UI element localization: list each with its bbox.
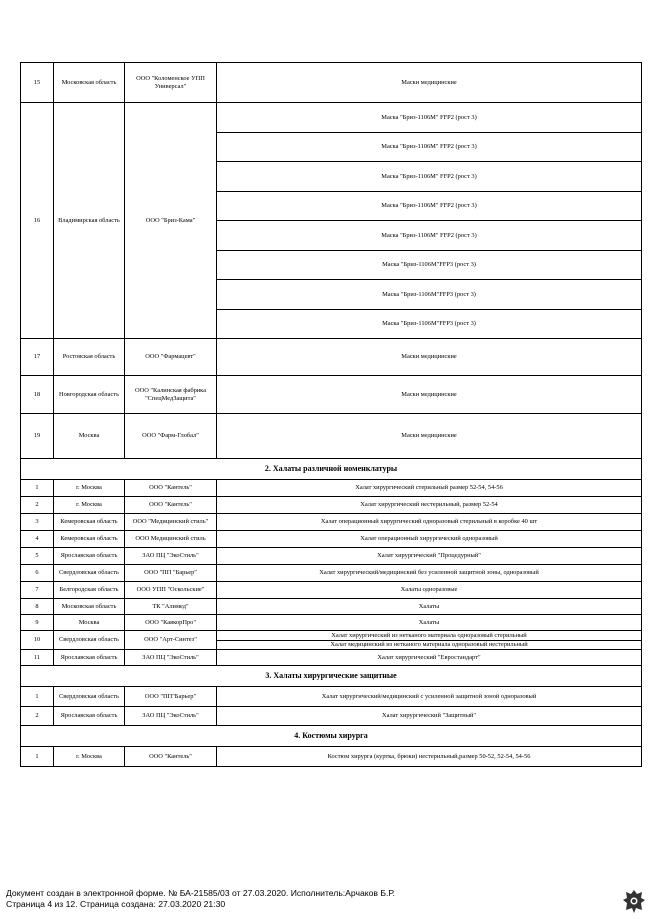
product-line: Халат хирургический из нетканого материала одноразовый стерильный [331, 632, 527, 640]
cell-region: Свердловская область [54, 687, 125, 707]
cell-org: ООО "Медицинский стиль" [125, 514, 217, 531]
cell-region: г. Москва [54, 497, 125, 514]
cell-region: Московская область [54, 63, 125, 103]
cell-product: Халат хирургический стерильный размер 52-54, 54-56 [217, 480, 642, 497]
table-row [21, 707, 642, 726]
cell-org: ООО "Арт-Синтез" [125, 631, 217, 650]
cell-product: Халат хирургический "Евростандарт" [217, 650, 642, 666]
cell-org: ООО "Бриз-Кама" [125, 103, 217, 339]
cell-org: ООО "Кантель" [125, 497, 217, 514]
state-emblem-icon [622, 888, 646, 914]
table-row [21, 497, 642, 514]
table-row [21, 650, 642, 666]
cell-num: 15 [21, 63, 54, 103]
footer-page-info: Страница 4 из 12. Страница создана: 27.03.2020 21:30 [6, 898, 226, 909]
cell-org: ООО "Кантель" [125, 747, 217, 767]
cell-region: Свердловская область [54, 631, 125, 650]
cell-num: 1 [21, 687, 54, 707]
cell-region: Владимирская область [54, 103, 125, 339]
cell-product: Маски медицинские [217, 414, 642, 459]
cell-product: Халат хирургический "Защитный" [217, 707, 642, 726]
cell-region: г. Москва [54, 747, 125, 767]
cell-num: 5 [21, 548, 54, 565]
cell-product: Халат хирургический "Процедурный" [217, 548, 642, 565]
cell-product: Маска "Бриз-1106М" FFP2 (рост 3) [217, 162, 642, 192]
cell-num: 19 [21, 414, 54, 459]
table-row [21, 565, 642, 582]
cell-region: г. Москва [54, 480, 125, 497]
product-line: Халат медицинский из нетканого материала одноразовый нестерильный [217, 640, 641, 648]
cell-product: Маска "Бриз-1106М" FFP2 (рост 3) [217, 191, 642, 221]
footer-doc-info: Документ создан в электронной форме. № БА-21585/03 от 27.03.2020. Исполнитель:Арчаков Б.Р. [6, 888, 395, 898]
cell-region: Новгородская область [54, 376, 125, 414]
cell-num: 1 [21, 480, 54, 497]
cell-org: ООО "Фармацевт" [125, 339, 217, 376]
cell-num: 16 [21, 103, 54, 339]
cell-region: Белгородская область [54, 582, 125, 599]
cell-product: Маски медицинские [217, 339, 642, 376]
cell-org: ООО УПП "Оскольские" [125, 582, 217, 599]
cell-region: Свердловская область [54, 565, 125, 582]
cell-num: 7 [21, 582, 54, 599]
cell-region: Кемеровская область [54, 514, 125, 531]
cell-org: ТК "Алимед" [125, 599, 217, 615]
table-row [21, 548, 642, 565]
table-row [21, 687, 642, 707]
cell-region: Москва [54, 414, 125, 459]
section-title: 3. Халаты хирургические защитные [21, 666, 642, 687]
cell-org: ООО "Коломенское УПП Универсал" [125, 63, 217, 103]
document-footer [6, 888, 395, 909]
table-row [21, 514, 642, 531]
cell-org: ЗАО ПЦ "ЭкоСтиль" [125, 707, 217, 726]
table-row [21, 615, 642, 631]
cell-region: Ярославская область [54, 650, 125, 666]
cell-region: Ростовская область [54, 339, 125, 376]
cell-region: Ярославская область [54, 707, 125, 726]
cell-product: Халат операционный хирургический одноразовый [217, 531, 642, 548]
cell-product: Халат хирургический нестерильный, размер 52-54 [217, 497, 642, 514]
table-row [21, 339, 642, 376]
cell-product: Маска "Бриз-1106М" FFP2 (рост 3) [217, 103, 642, 133]
section-header-row [21, 459, 642, 480]
cell-region: Московская область [54, 599, 125, 615]
cell-product: Маска "Бриз-1106М" FFP2 (рост 3) [217, 132, 642, 162]
cell-num: 9 [21, 615, 54, 631]
table-row [21, 414, 642, 459]
cell-product: Маска "Бриз-1106М"FFP3 (рост 3) [217, 309, 642, 339]
cell-num: 18 [21, 376, 54, 414]
section-title: 4. Костюмы хирурга [21, 726, 642, 747]
table-row [21, 599, 642, 615]
cell-product: Маска "Бриз-1106М" FFP2 (рост 3) [217, 221, 642, 251]
section-header-row [21, 726, 642, 747]
table-row [21, 582, 642, 599]
cell-region: Москва [54, 615, 125, 631]
cell-org: ООО "Калинская фабрика "СпецМедЗащита" [125, 376, 217, 414]
cell-product: Халаты [217, 615, 642, 631]
cell-num: 17 [21, 339, 54, 376]
cell-org: ООО "ПП "Барьер" [125, 565, 217, 582]
cell-product: Халаты одноразовые [217, 582, 642, 599]
table-row [21, 376, 642, 414]
table-row [21, 480, 642, 497]
table-row [21, 631, 642, 650]
cell-product: Маска "Бриз-1106М"FFP3 (рост 3) [217, 280, 642, 310]
cell-num: 11 [21, 650, 54, 666]
cell-region: Ярославская область [54, 548, 125, 565]
cell-product: Халат хирургический/медицинский с усиленной защитной зоной одноразовый [217, 687, 642, 707]
cell-num: 1 [21, 747, 54, 767]
cell-product: Маски медицинские [217, 376, 642, 414]
cell-product: Костюм хирурга (куртка, брюки) нестерильный,размер 50-52, 52-54, 54-56 [217, 747, 642, 767]
cell-num: 4 [21, 531, 54, 548]
cell-num: 6 [21, 565, 54, 582]
cell-num: 2 [21, 497, 54, 514]
cell-product: Халат операционный хирургический одноразовый стерильный в коробке 40 шт [217, 514, 642, 531]
cell-org: ООО Медицинский стиль [125, 531, 217, 548]
cell-product: Халат хирургический/медицинский без усиленной защитной зоны, одноразовый [217, 565, 642, 582]
cell-org: ООО "Кантель" [125, 480, 217, 497]
cell-num: 8 [21, 599, 54, 615]
cell-region: Кемеровская область [54, 531, 125, 548]
cell-product: Халаты [217, 599, 642, 615]
cell-product: Маски медицинские [217, 63, 642, 103]
table-row [21, 63, 642, 103]
cell-num: 2 [21, 707, 54, 726]
cell-product [217, 631, 642, 650]
cell-org: ЗАО ПЦ "ЭкоСтиль" [125, 650, 217, 666]
table-row [21, 103, 642, 133]
cell-org: ООО "Фарм-Глобал" [125, 414, 217, 459]
cell-product: Маска "Бриз-1106М"FFP3 (рост 3) [217, 250, 642, 280]
section-header-row [21, 666, 642, 687]
table-row [21, 531, 642, 548]
section-title: 2. Халаты различной номенклатуры [21, 459, 642, 480]
registry-table [20, 62, 642, 767]
cell-org: ООО "КавкорПро" [125, 615, 217, 631]
cell-num: 10 [21, 631, 54, 650]
cell-org: ЗАО ПЦ "ЭкоСтиль" [125, 548, 217, 565]
table-row [21, 747, 642, 767]
cell-org: ООО "ПП"Барьер" [125, 687, 217, 707]
cell-num: 3 [21, 514, 54, 531]
